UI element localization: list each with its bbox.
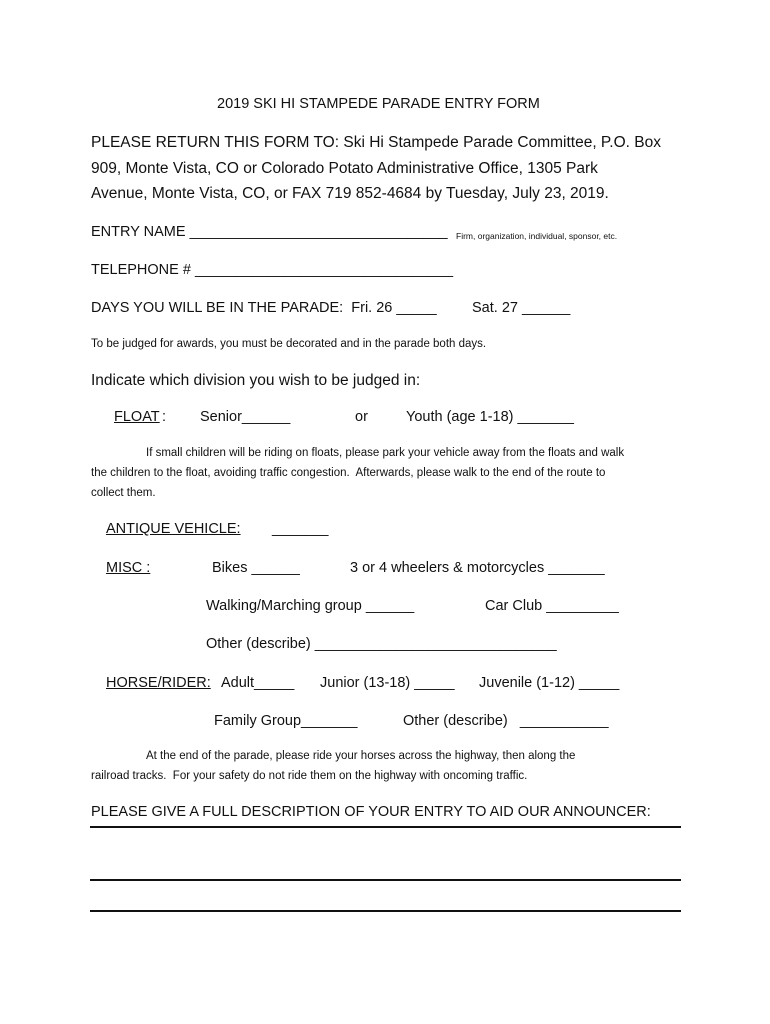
description-line[interactable] — [90, 826, 681, 828]
days-saturday-field[interactable]: Sat. 27 ______ — [472, 300, 571, 316]
judging-note: To be judged for awards, you must be decorated and in the parade both days. — [91, 338, 487, 350]
float-senior-field[interactable]: Senior______ — [200, 409, 291, 425]
horse-junior-field[interactable]: Junior (13-18) _____ — [320, 675, 455, 691]
float-or-label: or — [355, 409, 368, 425]
description-line[interactable] — [90, 879, 681, 881]
return-line-2: 909, Monte Vista, CO or Colorado Potato Administrative Office, 1305 Park — [91, 160, 598, 177]
horse-adult-field[interactable]: Adult_____ — [221, 675, 295, 691]
entry-name-field[interactable]: ENTRY NAME ________________________________ — [91, 224, 448, 240]
float-label: FLOAT — [114, 409, 160, 425]
antique-field[interactable]: _______ — [272, 521, 329, 537]
misc-other-field[interactable]: Other (describe) ______________________________ — [206, 636, 557, 652]
horse-family-field[interactable]: Family Group_______ — [214, 713, 358, 729]
horse-note-line-1: At the end of the parade, please ride your horses across the highway, then along the — [146, 750, 576, 762]
antique-label: ANTIQUE VEHICLE: — [106, 521, 241, 537]
misc-wheelers-field[interactable]: 3 or 4 wheelers & motorcycles _______ — [350, 560, 605, 576]
misc-walking-field[interactable]: Walking/Marching group ______ — [206, 598, 415, 614]
days-friday-field[interactable]: DAYS YOU WILL BE IN THE PARADE: Fri. 26 _____ — [91, 300, 437, 316]
float-note-line-3: collect them. — [91, 487, 156, 499]
return-line-3: Avenue, Monte Vista, CO, or FAX 719 852-4684 by Tuesday, July 23, 2019. — [91, 185, 609, 202]
telephone-field[interactable]: TELEPHONE # ________________________________ — [91, 262, 454, 278]
horse-juvenile-field[interactable]: Juvenile (1-12) _____ — [479, 675, 620, 691]
horse-label: HORSE/RIDER: — [106, 675, 211, 691]
float-note-line-2: the children to the float, avoiding traffic congestion. Afterwards, please walk to the end of the route to — [91, 467, 606, 479]
misc-label: MISC : — [106, 560, 151, 576]
horse-other-field[interactable]: Other (describe) ___________ — [403, 713, 609, 729]
form-title: 2019 SKI HI STAMPEDE PARADE ENTRY FORM — [217, 96, 540, 112]
description-heading: PLEASE GIVE A FULL DESCRIPTION OF YOUR ENTRY TO AID OUR ANNOUNCER: — [91, 804, 651, 820]
float-colon: : — [158, 409, 167, 425]
float-note-line-1: If small children will be riding on floats, please park your vehicle away from the floats and walk — [146, 447, 625, 459]
entry-name-hint: Firm, organization, individual, sponsor, etc. — [456, 231, 618, 241]
horse-note-line-2: railroad tracks. For your safety do not ride them on the highway with oncoming traffic. — [91, 770, 528, 782]
misc-bikes-field[interactable]: Bikes ______ — [212, 560, 300, 576]
description-line[interactable] — [90, 910, 681, 912]
float-youth-field[interactable]: Youth (age 1-18) _______ — [406, 409, 574, 425]
division-heading: Indicate which division you wish to be judged in: — [91, 372, 421, 389]
return-line-1: PLEASE RETURN THIS FORM TO: Ski Hi Stampede Parade Committee, P.O. Box — [91, 134, 661, 151]
misc-car-club-field[interactable]: Car Club _________ — [485, 598, 619, 614]
